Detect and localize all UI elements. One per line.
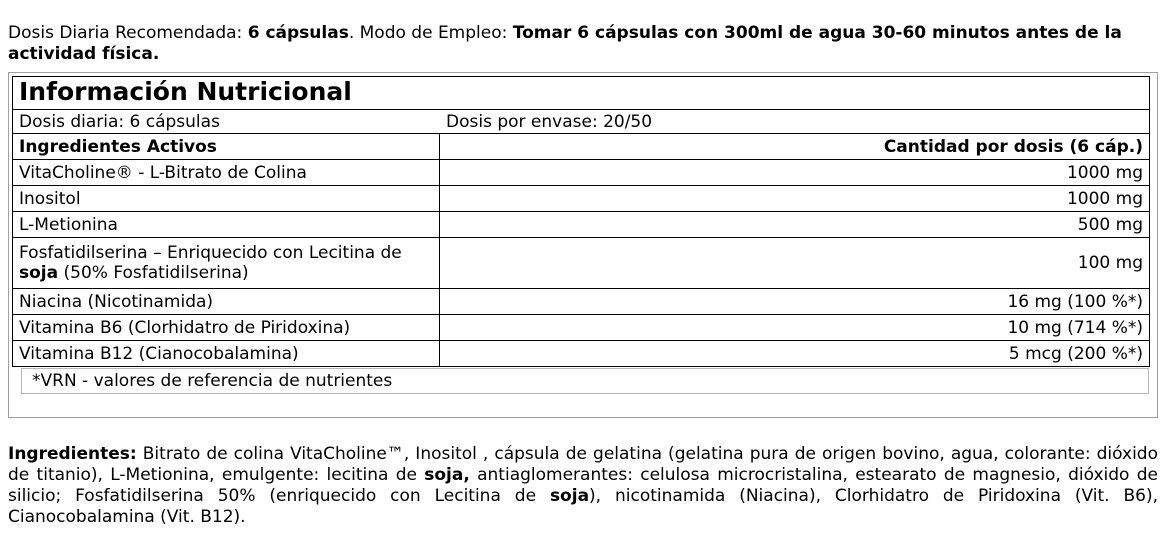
table-row: [13, 341, 1150, 367]
servings-per-container: Dosis por envase: 20/50: [446, 111, 653, 132]
ingredient-name: [13, 238, 440, 289]
vrn-footnote: *VRN - valores de referencia de nutrientes: [21, 368, 1149, 394]
table-row: [13, 160, 1150, 186]
ingredient-name: Niacina (Nicotinamida): [13, 289, 440, 315]
ingredient-amount: 10 mg (714 %*): [439, 315, 1149, 341]
nutrition-title: Información Nutricional: [12, 76, 1150, 110]
ingredient-amount: 500 mg: [439, 212, 1149, 238]
table-row: [13, 315, 1150, 341]
mode-label: . Modo de Empleo:: [348, 23, 513, 43]
ingredient-amount: 5 mcg (200 %*): [439, 341, 1149, 367]
ingredient-name: L-Metionina: [13, 212, 440, 238]
header-amount: Cantidad por dosis (6 cáp.): [439, 134, 1149, 160]
table-row: [13, 212, 1150, 238]
allergen-soja: soja: [549, 486, 590, 506]
ingredient-name: Vitamina B12 (Cianocobalamina): [13, 341, 440, 367]
dose-value: 6 cápsulas: [247, 23, 349, 43]
ingredients-list: [8, 444, 1158, 528]
nutrition-table: [12, 109, 1150, 367]
ingredient-name: Vitamina B6 (Clorhidatro de Piridoxina): [13, 315, 440, 341]
table-row: [13, 289, 1150, 315]
ingredient-amount: 1000 mg: [439, 160, 1149, 186]
header-ingredients: Ingredientes Activos: [13, 134, 440, 160]
ingredients-text: ), nicotinamida (Niacina), Clorhidatro de Piridoxina (Vit. B6), Cianocobalamina (Vit. B12).: [8, 486, 1158, 527]
ingredient-amount: 1000 mg: [439, 186, 1149, 212]
mode-value: Tomar 6 cápsulas con 300ml de agua 30-60 minutos antes de la actividad física.: [8, 23, 1122, 64]
allergen-soja: soja,: [424, 465, 470, 485]
allergen-soja: soja: [19, 263, 59, 283]
ingredient-amount: 16 mg (100 %*): [439, 289, 1149, 315]
ingredients-text: antiaglomerantes: celulosa microcristalina, estearato de magnesio, dióxido de silicio; Fosfatidilserina 50% (enriquecido con Lecitina de: [8, 465, 1159, 506]
ingredient-name-part: (50% Fosfatidilserina): [58, 263, 249, 283]
table-header: [13, 134, 1150, 160]
ingredient-name: Inositol: [13, 186, 440, 212]
ingredients-label: Ingredientes:: [8, 444, 137, 464]
daily-dose: Dosis diaria: 6 cápsulas: [19, 111, 220, 132]
ingredient-name-part: Fosfatidilserina – Enriquecido con Lecitina de: [19, 243, 402, 263]
dosage-instructions: [8, 23, 1158, 65]
ingredient-amount: 100 mg: [439, 238, 1149, 289]
dose-label: Dosis Diaria Recomendada:: [8, 23, 248, 43]
table-row: [13, 238, 1150, 289]
ingredients-text: Bitrato de colina VitaCholine™, Inositol , cápsula de gelatina (gelatina pura de origen bovino, agua, colorante: dióxido de titanio), L-Metionina, emulgente: lecitina de: [8, 444, 1158, 485]
table-row: [13, 110, 1150, 134]
table-row: [13, 186, 1150, 212]
ingredient-name: VitaCholine® - L-Bitrato de Colina: [13, 160, 440, 186]
dose-info-cell: [13, 110, 1150, 134]
